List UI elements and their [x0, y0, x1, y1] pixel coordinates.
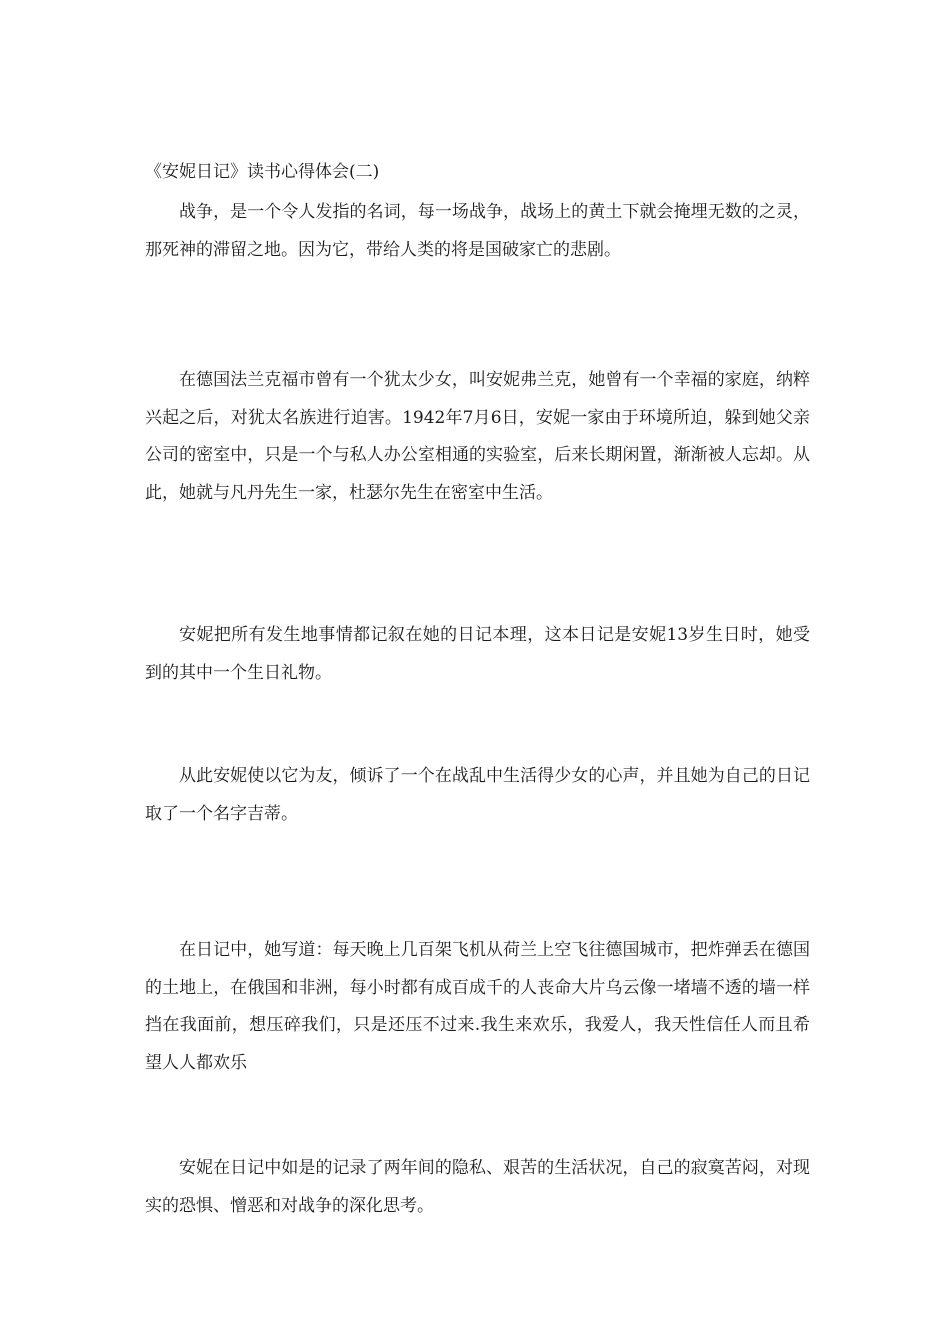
paragraph-kitty: 从此安妮使以它为友，倾诉了一个在战乱中生活得少女的心声，并且她为自己的日记取了一个名字吉蒂。	[145, 766, 810, 824]
paragraph-war-intro: 战争，是一个令人发指的名词，每一场战争，战场上的黄土下就会掩埋无数的之灵，那死神的滞留之地。因为它，带给人类的将是国破家亡的悲剧。	[145, 202, 810, 260]
paragraph-diary-quote: 在日记中，她写道：每天晚上几百架飞机从荷兰上空飞往德国城市，把炸弹丢在德国的土地上，在俄国和非洲，每小时都有成百成千的人丧命大片乌云像一堵墙不透的墙一样挡在我面前，想压碎我们，只是还压不过来.我生来欢乐，我爱人，我天性信任人而且希望人人都欢乐	[145, 940, 810, 1073]
document-title: 《安妮日记》读书心得体会(二)	[145, 162, 380, 182]
paragraph-diary-gift: 安妮把所有发生地事情都记叙在她的日记本理，这本日记是安妮13岁生日时，她受到的其中一个生日礼物。	[145, 625, 810, 683]
paragraph-diary-record: 安妮在日记中如是的记录了两年间的隐私、艰苦的生活状况，自己的寂寞苦闷，对现实的恐惧、憎恶和对战争的深化思考。	[145, 1158, 810, 1216]
paragraph-anne-background: 在德国法兰克福市曾有一个犹太少女，叫安妮弗兰克，她曾有一个幸福的家庭，纳粹兴起之后，对犹太名族进行迫害。1942年7月6日，安妮一家由于环境所迫，躲到她父亲公司的密室中，只是一个与私人办公室相通的实验室，后来长期闲置，渐渐被人忘却。从此，她就与凡丹先生一家，杜瑟尔先生在密室中生活。	[145, 370, 810, 503]
